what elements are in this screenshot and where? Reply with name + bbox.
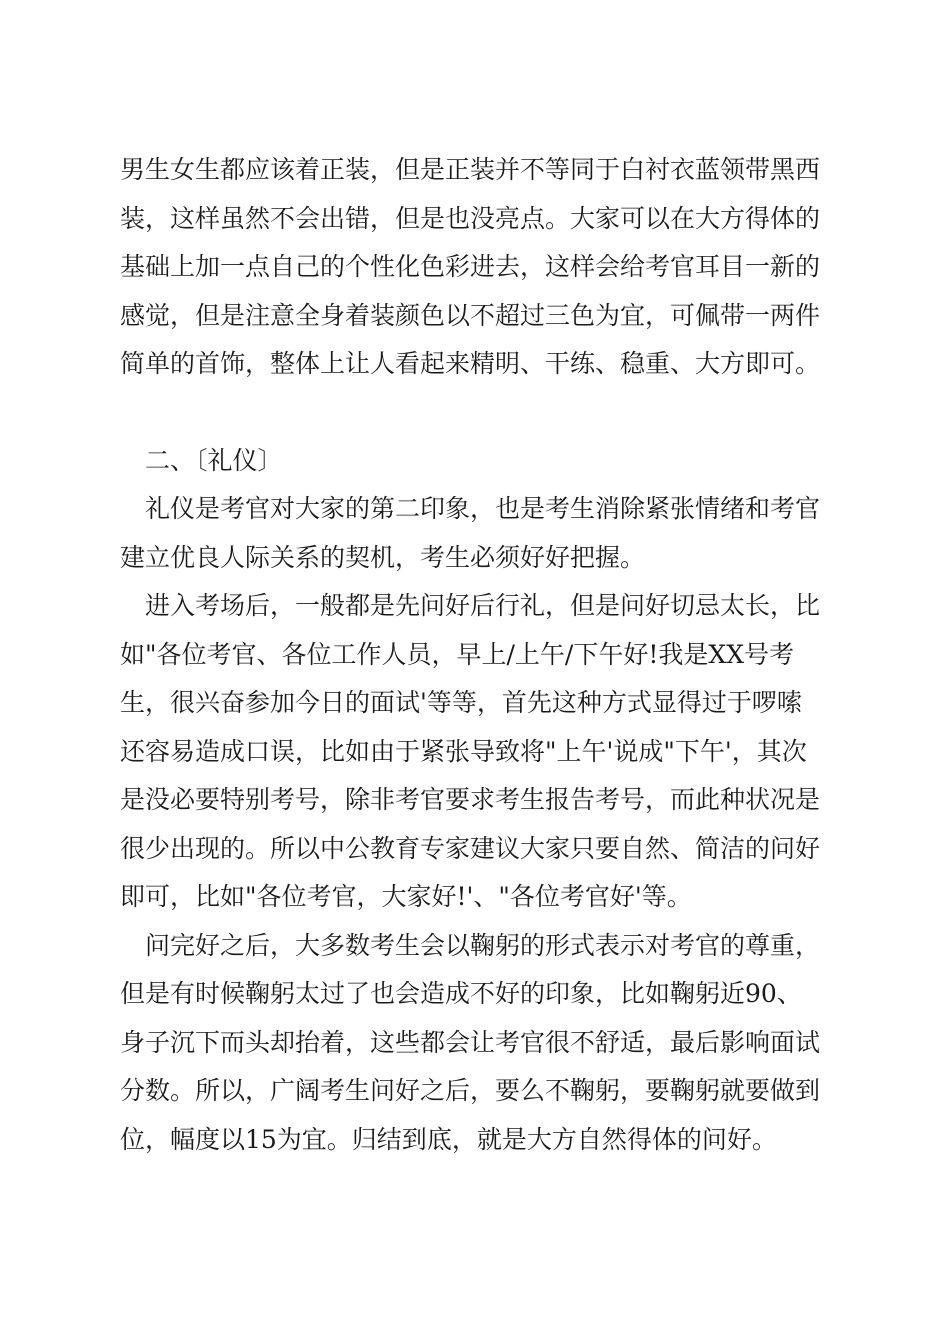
text-line: 很少出现的。所以中公教育专家建议大家只要自然、简洁的问好 <box>120 833 821 863</box>
paragraph-dress-code <box>120 146 836 389</box>
paragraph-spacer <box>120 389 836 437</box>
heading-text: 二、〔礼仪〕 <box>145 445 283 475</box>
text-line: 如"各位考官、各位工作人员，早上/上午/下午好!我是XX号考 <box>120 639 794 669</box>
text-line: 装，这样虽然不会出错，但是也没亮点。大家可以在大方得体的 <box>120 203 821 233</box>
document-body <box>120 146 836 1164</box>
paragraph-greeting <box>120 582 836 922</box>
text-line: 还容易造成口误，比如由于紧张导致将"上午'说成"下午'，其次 <box>120 736 807 766</box>
text-line: 简单的首饰，整体上让人看起来精明、干练、稳重、大方即可。 <box>120 349 821 378</box>
section-heading <box>120 437 836 486</box>
text-line: 即可，比如"各位考官，大家好!'、"各位考官好'等。 <box>120 882 692 911</box>
text-line: 男生女生都应该着正装，但是正装并不等同于白衬衣蓝领带黑西 <box>120 155 821 184</box>
paragraph-bowing <box>120 922 836 1165</box>
text-line: 问完好之后，大多数考生会以鞠躬的形式表示对考官的尊重， <box>145 930 821 960</box>
text-line: 生，很兴奋参加今日的面试'等等，首先这种方式显得过于啰嗦 <box>120 688 802 717</box>
text-line: 但是有时候鞠躬太过了也会造成不好的印象，比如鞠躬近90、 <box>120 979 802 1008</box>
text-line: 分数。所以，广阔考生问好之后，要么不鞠躬，要鞠躬就要做到 <box>120 1076 821 1105</box>
text-line: 身子沉下而头却抬着，这些都会让考官很不舒适，最后影响面试 <box>120 1027 821 1057</box>
text-line: 礼仪是考官对大家的第二印象，也是考生消除紧张情绪和考官 <box>145 494 821 523</box>
text-line: 建立优良人际关系的契机，考生必须好好把握。 <box>120 542 646 572</box>
text-line: 位，幅度以15为宜。归结到底，就是大方自然得体的问好。 <box>120 1124 777 1154</box>
text-line: 进入考场后，一般都是先问好后行礼，但是问好切忌太长，比 <box>145 591 821 620</box>
paragraph-etiquette-intro <box>120 485 836 582</box>
text-line: 是没必要特别考号，除非考官要求考生报告考号，而此种状况是 <box>120 785 821 814</box>
text-line: 感觉，但是注意全身着装颜色以不超过三色为宜，可佩带一两件 <box>120 300 821 330</box>
text-line: 基础上加一点自己的个性化色彩进去，这样会给考官耳目一新的 <box>120 252 821 281</box>
